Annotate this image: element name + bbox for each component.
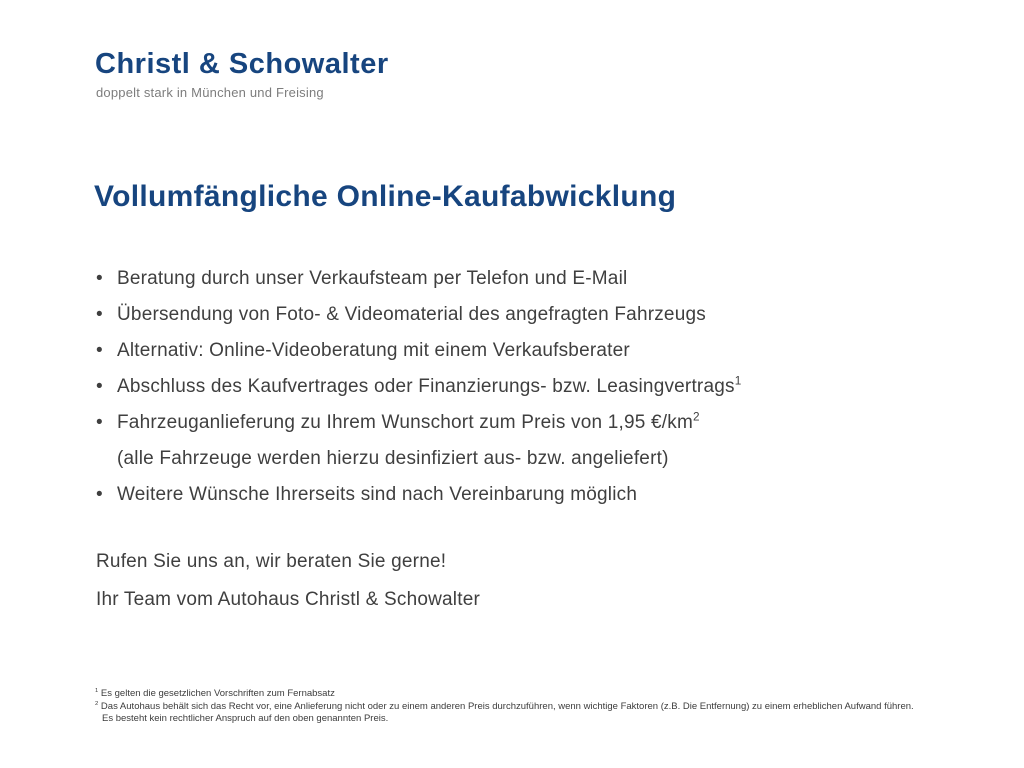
footnote-text: Das Autohaus behält sich das Recht vor, eine Anlieferung nicht oder zu einem anderen Preis durchzuführen, wenn wichtige Faktoren (z.B. Die Entfernung) zu einem erheblichen Aufwand führen.: [100, 700, 914, 712]
bullet-subline: (alle Fahrzeuge werden hierzu desinfiziert aus- bzw. angeliefert): [117, 448, 669, 469]
bullet-text: Beratung durch unser Verkaufsteam per Telefon und E-Mail: [117, 268, 628, 289]
bullet-text: Alternativ: Online-Videoberatung mit einem Verkaufsberater: [117, 340, 630, 361]
bullet-text: Weitere Wünsche Ihrerseits sind nach Vereinbarung möglich: [117, 484, 638, 505]
list-item: [96, 369, 741, 405]
list-item: [96, 333, 741, 369]
service-bullet-list: [96, 261, 741, 513]
list-item: [96, 405, 741, 477]
footnote-marker: 1: [734, 374, 742, 388]
footnotes-block: [95, 688, 975, 726]
footnote-marker: 1: [95, 687, 99, 694]
bullet-text: Übersendung von Foto- & Videomaterial des angefragten Fahrzeugs: [117, 304, 706, 325]
footnote-1: [95, 688, 975, 701]
list-item: [96, 261, 741, 297]
footnote-2-continuation: Es besteht kein rechtlicher Anspruch auf den oben genannten Preis.: [102, 713, 389, 724]
brand-logo: Christl & Schowalter: [95, 48, 389, 80]
page-title: Vollumfängliche Online-Kaufabwicklung: [94, 180, 677, 213]
footnote-marker: 2: [692, 410, 700, 424]
bullet-text: Fahrzeuganlieferung zu Ihrem Wunschort zum Preis von 1,95 €/km: [117, 412, 693, 433]
footnote-2: [95, 701, 975, 714]
closing-signature: Ihr Team vom Autohaus Christl & Schowalter: [96, 589, 480, 610]
bullet-text: Abschluss des Kaufvertrages oder Finanzierungs- bzw. Leasingvertrags: [117, 376, 735, 397]
list-item: [96, 297, 741, 333]
footnote-text: Es gelten die gesetzlichen Vorschriften zum Fernabsatz: [100, 688, 335, 699]
list-item: [96, 477, 741, 513]
footnote-marker: 2: [95, 700, 99, 707]
brand-tagline: doppelt stark in München und Freising: [96, 85, 324, 100]
closing-call-to-action: Rufen Sie uns an, wir beraten Sie gerne!: [96, 551, 447, 572]
